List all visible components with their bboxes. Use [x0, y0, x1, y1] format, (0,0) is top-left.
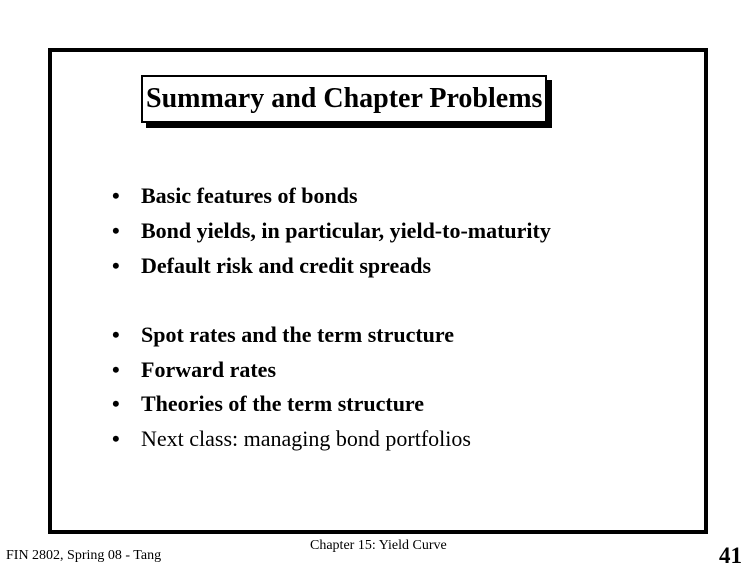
- footer-chapter: Chapter 15: Yield Curve: [310, 538, 447, 553]
- slide-frame: [48, 48, 708, 534]
- bullet-glyph: •: [112, 356, 120, 382]
- slide-title: Summary and Chapter Problems: [146, 83, 543, 114]
- bullet-glyph: •: [112, 426, 120, 452]
- bullet-item: [112, 317, 551, 352]
- bullet-glyph: •: [112, 321, 120, 347]
- bullet-text: Theories of the term structure: [141, 391, 425, 417]
- bullet-text: Default risk and credit spreads: [141, 252, 432, 278]
- bullet-text: Next class: managing bond portfolios: [141, 426, 471, 452]
- bullet-item: [112, 422, 551, 457]
- bullet-item: [112, 387, 551, 422]
- bullet-item: [112, 249, 551, 284]
- bullet-text: Forward rates: [141, 356, 277, 382]
- bullet-list: [112, 179, 551, 457]
- title-box: [141, 75, 547, 123]
- bullet-glyph: •: [112, 252, 120, 278]
- bullet-text: Spot rates and the term structure: [141, 321, 455, 347]
- bullet-glyph: •: [112, 218, 120, 244]
- bullet-text: Bond yields, in particular, yield-to-maturity: [141, 218, 551, 244]
- bullet-item: [112, 179, 551, 214]
- bullet-item: [112, 352, 551, 387]
- bullet-glyph: •: [112, 391, 120, 417]
- bullet-item: [112, 214, 551, 249]
- page-number: 41: [719, 543, 742, 568]
- bullet-text: Basic features of bonds: [141, 183, 358, 209]
- bullet-glyph: •: [112, 183, 120, 209]
- footer-course: FIN 2802, Spring 08 - Tang: [6, 548, 162, 563]
